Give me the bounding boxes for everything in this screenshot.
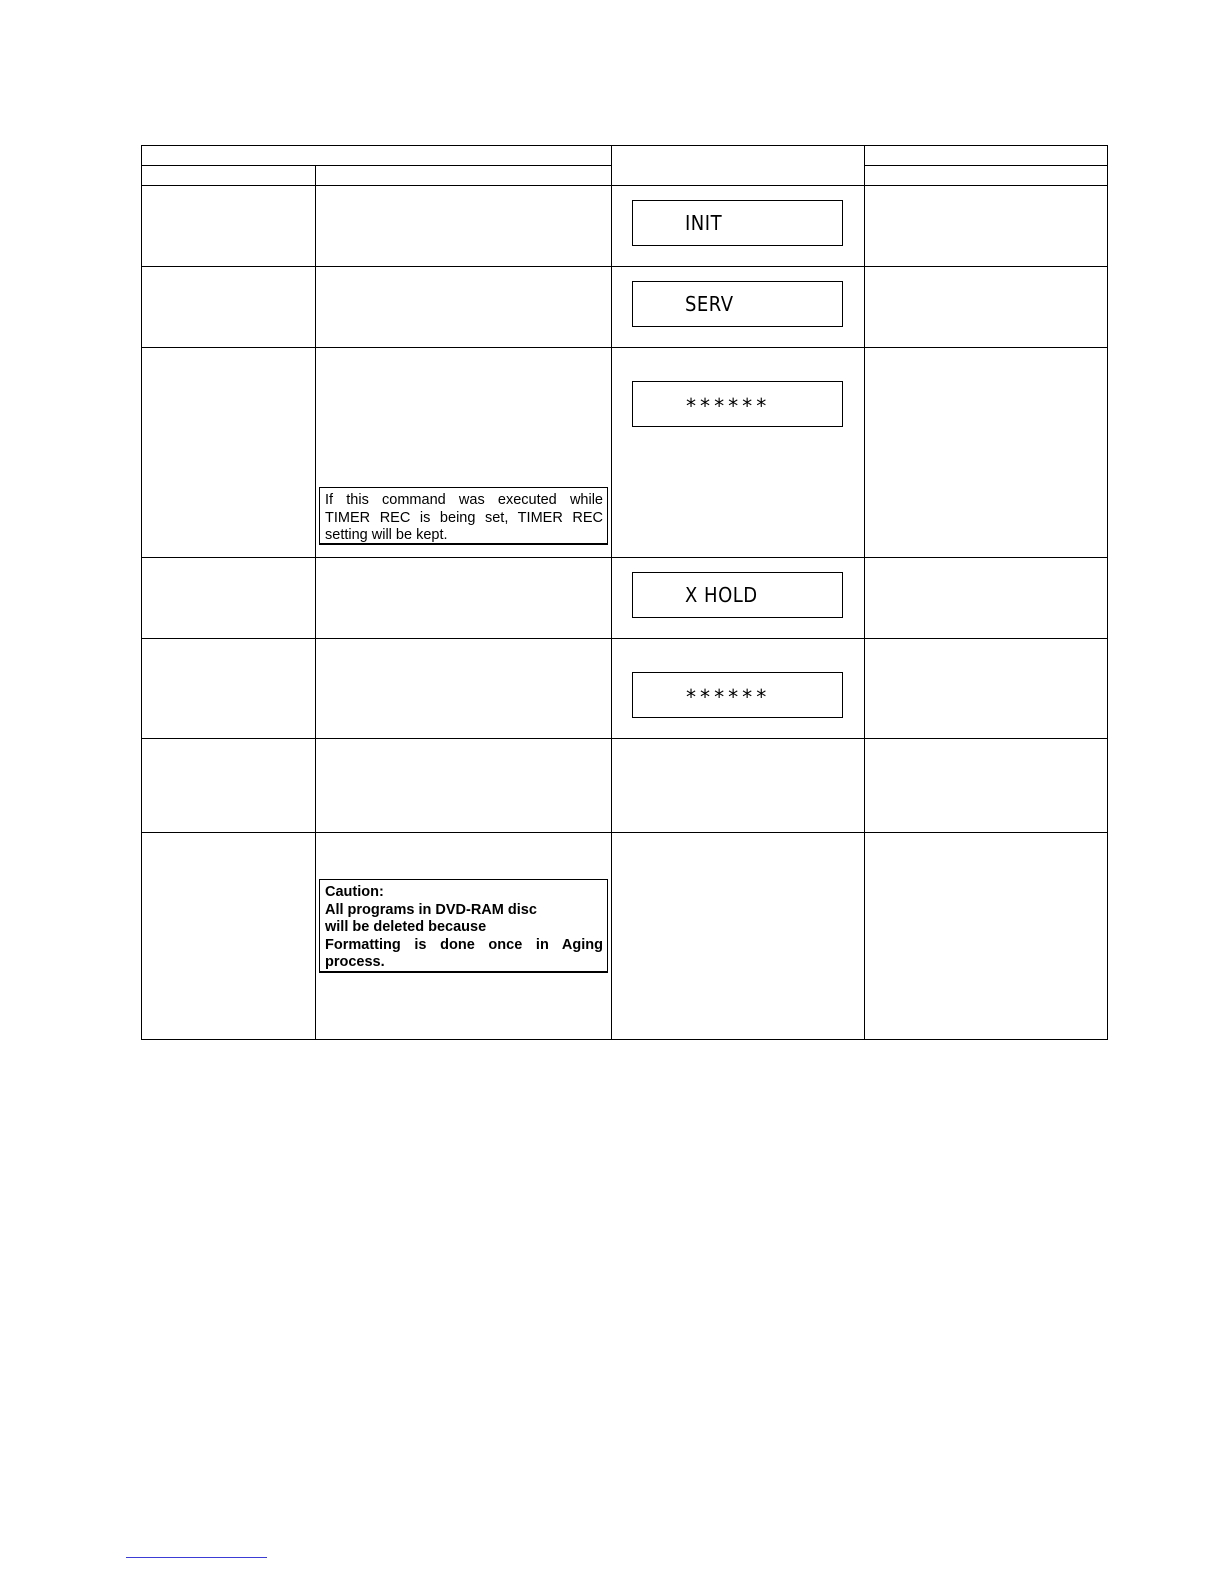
note-line: TIMER REC is being set, TIMER REC [325, 509, 603, 526]
row-divider-4 [141, 638, 1108, 639]
caution-line: process. [325, 954, 385, 970]
note-line: If this command was executed while [325, 492, 603, 508]
row-divider-5 [141, 738, 1108, 739]
display-box-x-hold [632, 572, 843, 618]
display-text: ****** [685, 394, 770, 418]
display-text: SERV [685, 292, 734, 316]
row-divider-3 [141, 557, 1108, 558]
display-box-init [632, 200, 843, 246]
header-divider-left [141, 165, 612, 166]
table-right-border [1107, 145, 1108, 1040]
display-text: ****** [685, 685, 770, 709]
display-box-code [632, 381, 843, 427]
display-text: X HOLD [685, 583, 758, 607]
caution-line: will be deleted because [325, 919, 487, 935]
table-left-border [141, 145, 142, 1040]
display-box-serv [632, 281, 843, 327]
row-divider-6 [141, 832, 1108, 833]
display-box-code-2 [632, 672, 843, 718]
caution-note [319, 879, 608, 973]
caution-title: Caution: [325, 884, 384, 900]
caution-line: All programs in DVD-RAM disc [325, 901, 537, 918]
timer-rec-note [319, 487, 608, 545]
caution-line: Formatting is done once in Aging [325, 936, 603, 953]
column-divider-3 [864, 145, 865, 1040]
column-divider-1 [315, 165, 316, 1040]
header-bottom-border [141, 185, 1108, 186]
header-divider-right [865, 165, 1108, 166]
table-bottom-border [141, 1039, 1108, 1040]
footer-link-underline[interactable] [126, 1557, 267, 1558]
row-divider-1 [141, 266, 1108, 267]
row-divider-2 [141, 347, 1108, 348]
display-text: INIT [685, 211, 723, 235]
table-top-border [141, 145, 1108, 146]
note-line: setting will be kept. [325, 527, 448, 543]
column-divider-2 [611, 145, 612, 1040]
